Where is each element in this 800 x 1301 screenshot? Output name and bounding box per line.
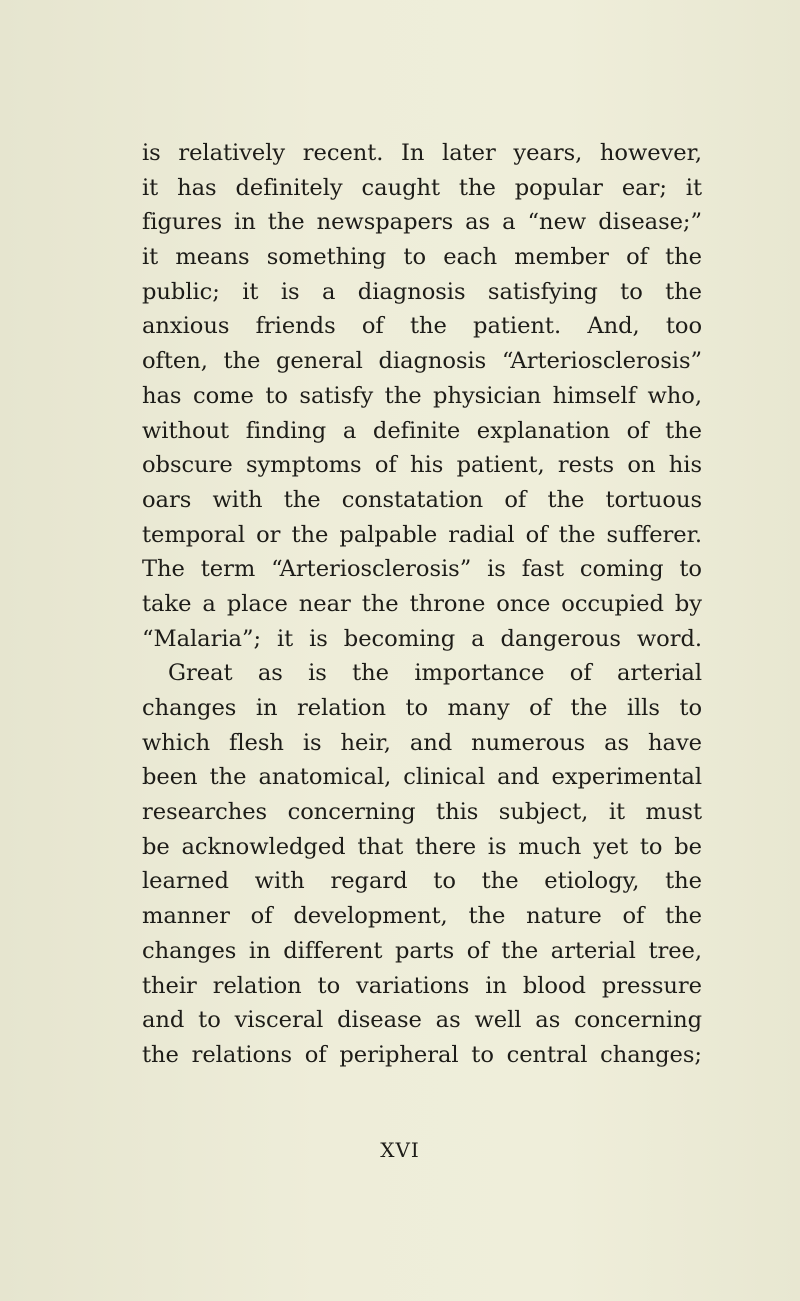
text-line: oars with the constatation of the tortuous xyxy=(142,486,702,513)
text-line: figures in the newspapers as a “new disease;” xyxy=(142,209,702,236)
body-text xyxy=(142,136,702,1073)
page-number: XVI xyxy=(380,1138,420,1162)
text-line: be acknowledged that there is much yet to be xyxy=(142,833,702,860)
text-line: temporal or the palpable radial of the sufferer. xyxy=(142,521,702,548)
text-line: obscure symptoms of his patient, rests on his xyxy=(142,452,702,479)
text-line: and to visceral disease as well as concerning xyxy=(142,1007,702,1034)
text-line: their relation to variations in blood pressure xyxy=(142,972,702,999)
text-line: changes in relation to many of the ills to xyxy=(142,695,702,721)
text-line: without finding a definite explanation of the xyxy=(142,417,702,444)
text-line: “Malaria”; it is becoming a dangerous word. xyxy=(142,625,702,652)
text-line: is relatively recent. In later years, however, xyxy=(142,140,702,166)
text-line: take a place near the throne once occupied by xyxy=(142,590,702,617)
text-line: The term “Arteriosclerosis” is fast coming to xyxy=(142,556,702,583)
text-line: changes in different parts of the arterial tree, xyxy=(142,937,702,964)
text-line: which flesh is heir, and numerous as have xyxy=(142,729,702,756)
text-line: been the anatomical, clinical and experimental xyxy=(142,764,702,791)
paragraph-start-line: Great as is the importance of arterial xyxy=(168,660,702,687)
text-line: manner of development, the nature of the xyxy=(142,903,702,930)
text-line: anxious friends of the patient. And, too xyxy=(142,313,702,340)
text-line: often, the general diagnosis “Arteriosclerosis” xyxy=(142,348,702,375)
text-line: has come to satisfy the physician himself who, xyxy=(142,382,702,409)
text-line: it has definitely caught the popular ear; it xyxy=(142,174,702,201)
text-line: researches concerning this subject, it must xyxy=(142,799,702,826)
text-line: public; it is a diagnosis satisfying to the xyxy=(142,278,702,305)
text-line: learned with regard to the etiology, the xyxy=(142,868,702,895)
text-line: the relations of peripheral to central changes; xyxy=(142,1041,702,1068)
text-line: it means something to each member of the xyxy=(142,244,702,271)
